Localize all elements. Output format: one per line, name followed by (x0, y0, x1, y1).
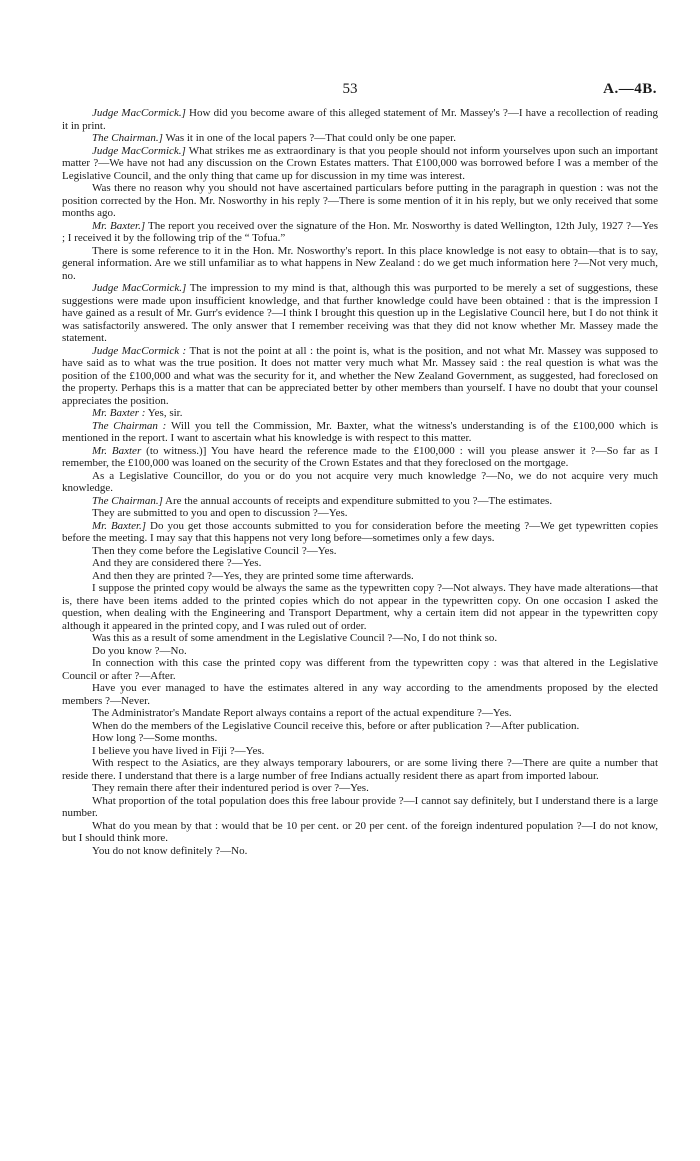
transcript-paragraph (62, 545, 658, 558)
paragraph-text: You do not know definitely ?—No. (92, 844, 248, 857)
transcript-paragraph (62, 632, 658, 645)
series-code: A.—4B. (603, 81, 657, 97)
paragraph-text: The Administrator's Mandate Report always contains a report of the actual expenditure ?—Yes. (92, 707, 512, 719)
paragraph-text: With respect to the Asiatics, are they always temporary labourers, or are some living there ?—There are quite a number that reside there. I understand that there is a large number of free Indians actually resident there as apart from imported labour. (62, 757, 658, 782)
transcript-paragraph (62, 707, 658, 720)
paragraph-text: What proportion of the total population does this free labour provide ?—I cannot say definitely, but I understand there is a large number. (62, 794, 658, 819)
transcript-paragraph (62, 645, 658, 658)
speaker-label: Judge MacCormick.] (92, 144, 186, 157)
speaker-label: Judge MacCormick.] (92, 282, 187, 294)
paragraph-text: The report you received over the signature of the Hon. Mr. Nosworthy is dated Wellington, 12th July, 1927 ?—Yes ; I received it by the following trip of the “ Tofua.” (62, 219, 659, 244)
speaker-label: Mr. Baxter (92, 444, 142, 457)
paragraph-text: In connection with this case the printed copy was different from the typewritten copy : was that altered in the Legislative Council or after ?—After. (62, 657, 658, 682)
transcript-paragraph (62, 582, 658, 632)
paragraph-text: That is not the point at all : the point is, what is the position, and not what Mr. Massey was supposed to have said as to what was the true position. It does not matter very much what Mr. Massey said : the real question is what was the position of the £100,000 and what was the security for it, and whether the New Zealand Government, as suggested, had foreclosed on the property. Perhaps this is a matter that can be appreciated better by other members than yourself. I have no doubt that your counsel appreciates the position. (62, 344, 659, 407)
transcript-paragraph (62, 757, 658, 782)
paragraph-text: Then they come before the Legislative Council ?—Yes. (92, 544, 337, 557)
paragraph-text: How long ?—Some months. (92, 732, 218, 744)
speaker-label: The Chairman.] (92, 132, 163, 144)
paragraph-text: How did you become aware of this alleged statement of Mr. Massey's ?—I have a recollection of reading it in print. (62, 107, 658, 132)
transcript-paragraph (62, 720, 658, 733)
paragraph-text: And they are considered there ?—Yes. (92, 557, 262, 569)
speaker-label: Mr. Baxter : (92, 407, 146, 419)
speaker-label: Mr. Baxter.] (92, 219, 146, 232)
paragraph-text: Do you know ?—No. (92, 644, 187, 657)
paragraph-text: Was there no reason why you should not have ascertained particulars before putting in the paragraph in question : was not the position corrected by the Hon. Mr. Nosworthy in his reply ?—There is some mention of it in his reply, but we only received that some months ago. (62, 182, 658, 219)
transcript-body (62, 107, 658, 857)
transcript-paragraph (62, 282, 658, 345)
transcript-paragraph (62, 682, 658, 707)
paragraph-text: Are the annual accounts of receipts and expenditure submitted to you ?—The estimates. (162, 494, 553, 507)
transcript-paragraph (62, 507, 658, 520)
paragraph-text: What do you mean by that : would that be 10 per cent. or 20 per cent. of the foreign indentured population ?—I do not know, but I should think more. (62, 819, 658, 844)
paragraph-text: Yes, sir. (145, 407, 183, 419)
transcript-paragraph (62, 470, 658, 495)
transcript-paragraph (62, 557, 658, 570)
transcript-paragraph (62, 107, 658, 132)
paragraph-text: What strikes me as extraordinary is that you people should not inform yourselves upon such an important matter ?—We have not had any discussion on the Crown Estates matters. That £100,000 was borrowed before I was a member of the Legislative Council, and the only thing that came up for discussion in my time was interest. (62, 144, 658, 182)
transcript-paragraph (62, 220, 658, 245)
transcript-paragraph (62, 845, 658, 858)
transcript-paragraph (62, 420, 658, 445)
paragraph-text: The impression to my mind is that, although this was purported to be merely a set of suggestions, these suggestions were made upon insufficient knowledge, and that further knowledge could have been obtained : that is the impression I have gained as a result of Mr. Gurr's evidence ?—I think I brought this question up in the Legislative Council here, but I do not think it was satisfactorily answered. The only answer that I remember receiving was that they did not know whether Mr. Massey made the statement. (62, 282, 658, 344)
transcript-paragraph (62, 495, 658, 508)
speaker-label: The Chairman : (92, 419, 167, 432)
transcript-paragraph (62, 520, 658, 545)
speaker-label: Judge MacCormick : (92, 344, 187, 357)
transcript-paragraph (62, 182, 658, 220)
paragraph-text: They remain there after their indentured period is over ?—Yes. (92, 782, 369, 794)
paragraph-text: As a Legislative Councillor, do you or do you not acquire very much knowledge ?—No, we do not acquire very much knowledge. (62, 469, 658, 494)
transcript-paragraph (62, 570, 658, 583)
transcript-paragraph (62, 345, 658, 408)
speaker-label: Mr. Baxter.] (92, 519, 147, 532)
transcript-paragraph (62, 245, 658, 283)
paragraph-text: I suppose the printed copy would be always the same as the typewritten copy ?—Not always. They have made alterations—that is, there have been items added to the printed copies which do not appear in the typewritten copy. On one occasion I asked the question, when dealing with the Engineering and Transport Department, why a certain item did not appear in the typewritten copy although it appeared in the printed copy, and I was ruled out of order. (62, 582, 658, 632)
paragraph-text: I believe you have lived in Fiji ?—Yes. (92, 744, 265, 757)
paragraph-text: Will you tell the Commission, Mr. Baxter, what the witness's understanding is of the £100,000 which is mentioned in the report. I want to ascertain what his knowledge is with respect to this matter. (62, 419, 658, 444)
transcript-paragraph (62, 145, 658, 183)
transcript-paragraph (62, 445, 658, 470)
transcript-paragraph (62, 820, 658, 845)
paragraph-text: They are submitted to you and open to discussion ?—Yes. (92, 507, 348, 519)
paragraph-text: Do you get those accounts submitted to you for consideration before the meeting ?—We get typewritten copies before the meeting. I may say that this happens not very long before—sometimes only a few days. (62, 519, 658, 544)
speaker-label: Judge MacCormick.] (92, 107, 186, 119)
page-number: 53 (342, 81, 358, 97)
transcript-paragraph (62, 407, 658, 420)
transcript-paragraph (62, 657, 658, 682)
paragraph-text: There is some reference to it in the Hon. Mr. Nosworthy's report. In this place knowledge is not easy to obtain—that is to say, general information. Are we still unfamiliar as to what happens in New Zealand : do we get much information here ?—Not very much, no. (62, 244, 658, 282)
paragraph-text: Have you ever managed to have the estimates altered in any way according to the amendments proposed by the elected members ?—Never. (62, 682, 658, 707)
transcript-paragraph (62, 795, 658, 820)
paragraph-text: Was it in one of the local papers ?—That could only be one paper. (162, 132, 456, 144)
paragraph-text: (to witness.)] You have heard the reference made to the £100,000 : will you please answer it ?—So far as I remember, the £100,000 was loaned on the security of the Crown Estates and that they foreclosed on the mortgage. (62, 444, 659, 469)
transcript-paragraph (62, 732, 658, 745)
transcript-paragraph (62, 745, 658, 758)
paragraph-text: And then they are printed ?—Yes, they are printed some time afterwards. (92, 569, 414, 582)
transcript-paragraph (62, 782, 658, 795)
transcript-paragraph (62, 132, 658, 145)
speaker-label: The Chairman.] (92, 494, 163, 507)
paragraph-text: When do the members of the Legislative Council receive this, before or after publication ?—After publication. (92, 719, 580, 732)
paragraph-text: Was this as a result of some amendment in the Legislative Council ?—No, I do not think so. (92, 632, 498, 644)
